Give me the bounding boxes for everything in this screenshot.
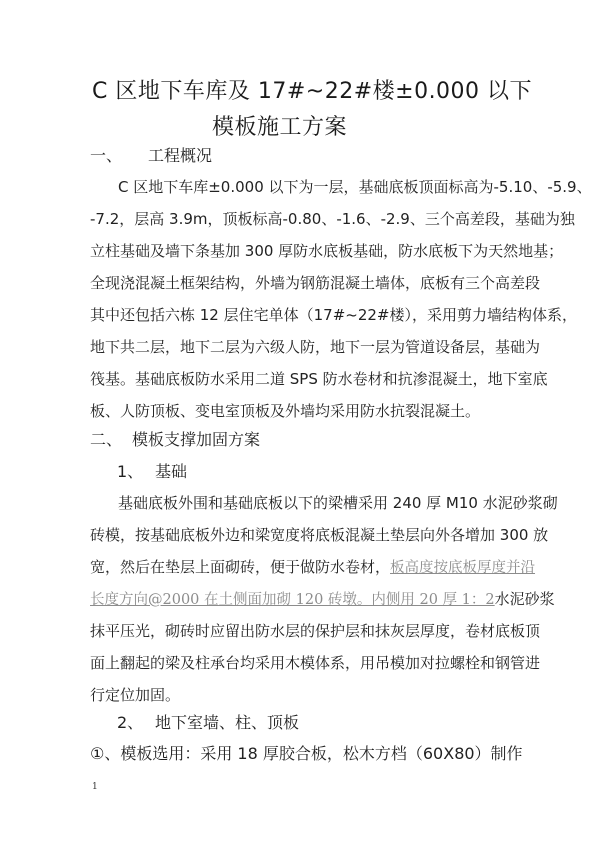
subsection-2-title: 地下室墙、柱、顶板 [155,713,300,732]
section-1-paragraph-line: C 区地下车库±0.000 以下为一层，基础底板顶面标高为-5.10、-5.9、 [118,178,592,196]
subsection-2-heading [117,710,299,733]
subsection-1-line [90,588,555,609]
section-1-heading [90,143,212,166]
subsection-1-line-text: 水泥砂浆 [494,590,555,608]
section-1-paragraph-line: -7.2，层高 3.9m，顶板标高-0.80、-1.6、-2.9、三个高差段，基础为独 [90,210,575,228]
list-item: ①、模板选用：采用 18 厚胶合板，松木方档（60X80）制作 [90,744,523,763]
document-title-line-2: 模板施工方案 [212,115,348,140]
section-1-title: 工程概况 [148,146,213,165]
section-1-number: 一、 [90,146,123,165]
section-1-paragraph-line: 筏基。基础底板防水采用二道 SPS 防水卷材和抗渗混凝土，地下室底 [90,370,548,388]
subsection-1-line: 行定位加固。 [90,686,181,704]
section-2-number: 二、 [90,430,123,449]
section-2-heading [90,427,260,450]
section-2-title: 模板支撑加固方案 [132,430,261,449]
tracked-change-text: 板高度按底板厚度并沿 [390,560,536,576]
section-1-paragraph-line: 板、人防顶板、变电室顶板及外墙均采用防水抗裂混凝土。 [90,402,481,420]
subsection-1-line [90,556,535,577]
subsection-1-line: 面上翻起的梁及柱承台均采用木模体系，用吊模加对拉螺栓和钢管进 [90,654,541,672]
subsection-1-heading [117,459,187,482]
subsection-2-number: 2、 [117,713,144,732]
section-1-paragraph-line: 其中还包括六栋 12 层住宅单体（17#~22#楼），采用剪力墙结构体系， [90,306,578,324]
tracked-change-text: 长度方向@2000 在土侧面加砌 120 砖墩。内侧用 20 厚 1：2 [90,592,495,608]
section-1-paragraph-line: 地下共二层，地下二层为六级人防，地下一层为管道设备层，基础为 [90,338,541,356]
section-1-paragraph-line: 全现浇混凝土框架结构，外墙为钢筋混凝土墙体，底板有三个高差段 [90,274,541,292]
subsection-1-line: 基础底板外围和基础底板以下的梁槽采用 240 厚 M10 水泥砂浆砌 [118,494,558,512]
subsection-1-line-text: 宽，然后在垫层上面砌砖，便于做防水卷材， [90,558,391,576]
document-title-line-1: C 区地下车库及 17#~22#楼±0.000 以下 [92,79,533,104]
subsection-1-line: 砖模，按基础底板外边和梁宽度将底板混凝土垫层向外各增加 300 放 [90,526,549,544]
page-number: 1 [92,782,98,792]
section-1-paragraph-line: 立柱基础及墙下条基加 300 厚防水底板基础，防水底板下为天然地基； [90,242,564,260]
subsection-1-title: 基础 [155,462,188,481]
subsection-1-line: 抹平压光，砌砖时应留出防水层的保护层和抹灰层厚度，卷材底板顶 [90,622,541,640]
subsection-1-number: 1、 [117,462,144,481]
